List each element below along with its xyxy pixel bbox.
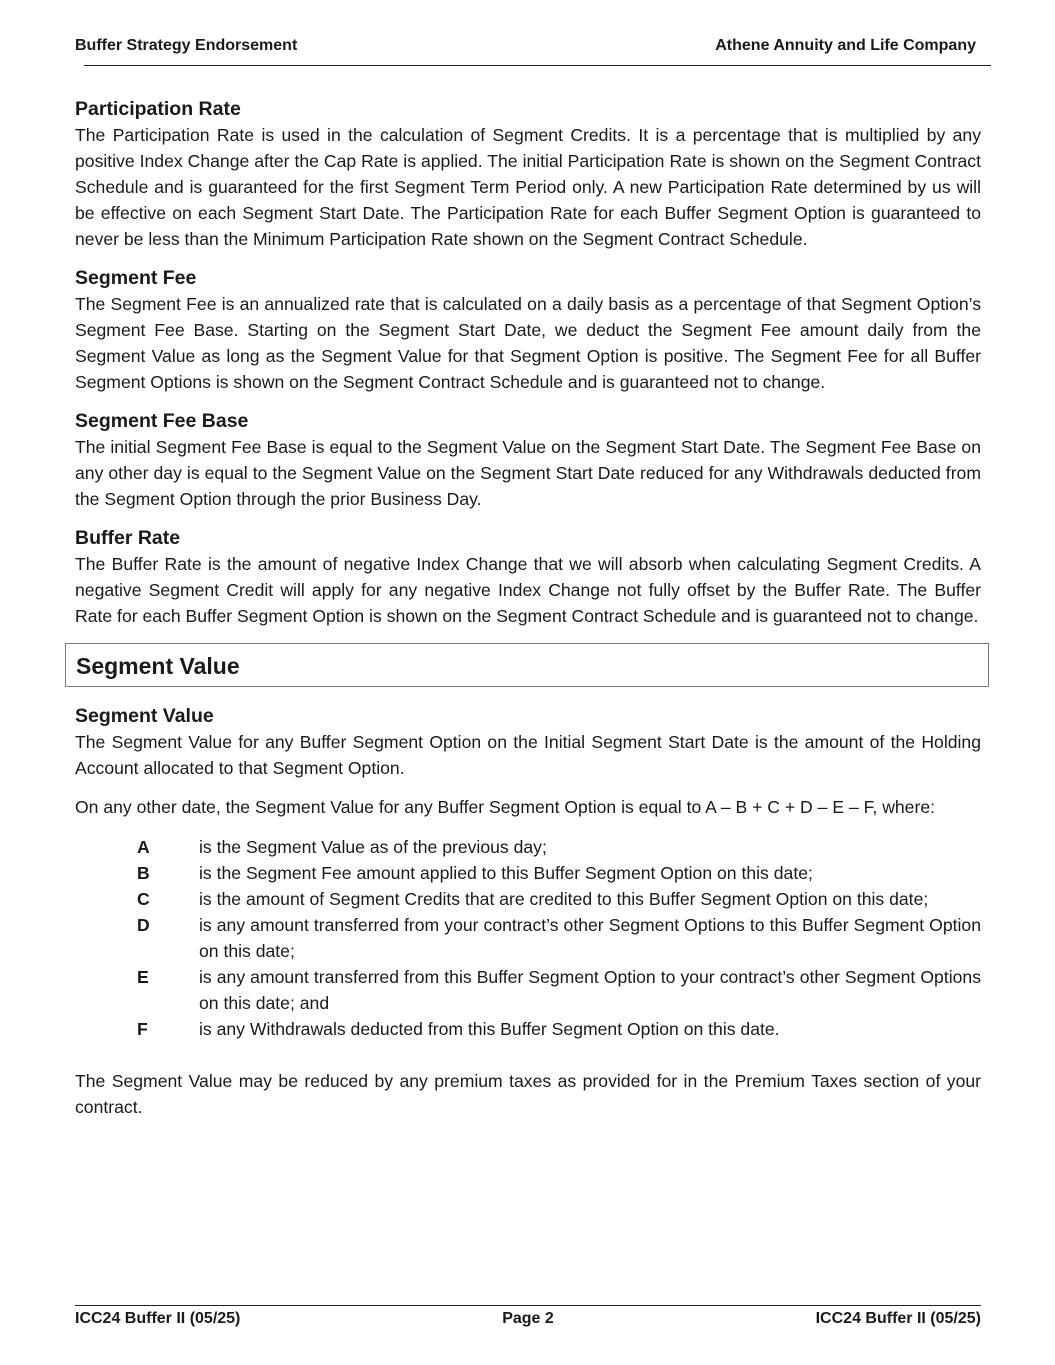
footer-form-number-right: ICC24 Buffer II (05/25) [815,1310,981,1327]
page-header [75,36,976,56]
header-document-title: Buffer Strategy Endorsement [75,37,298,54]
header-divider [84,65,991,66]
segment-fee-heading: Segment Fee [75,267,197,289]
segment-value-intro: The Segment Value for any Buffer Segment Option on the Initial Segment Start Date is the amount of the Holding Account allocated to that Segment Option. [75,732,981,778]
definition-text: is any Withdrawals deducted from this Buffer Segment Option on this date. [199,1019,780,1039]
segment-fee-base-heading: Segment Fee Base [75,410,249,432]
header-company-name: Athene Annuity and Life Company [715,37,976,54]
segment-value-box-title: Segment Value [65,643,989,687]
definition-text: is the amount of Segment Credits that are credited to this Buffer Segment Option on this date; [199,889,929,909]
definition-term: C [137,889,150,909]
definition-item [75,834,981,860]
definition-text: is any amount transferred from this Buffer Segment Option to your contract’s other Segment Options on this date; and [199,967,981,1013]
segment-value-formula: On any other date, the Segment Value for any Buffer Segment Option is equal to A – B + C + D – E – F, where: [75,797,935,817]
definition-text: is the Segment Value as of the previous day; [199,837,547,857]
participation-rate-text: The Participation Rate is used in the calculation of Segment Credits. It is a percentage that is multiplied by any positive Index Change after the Cap Rate is applied. The initial Participation Rate is shown on the Segment Contract Schedule and is guaranteed for the first Segment Term Period only. A new Participation Rate determined by us will be effective on each Segment Start Date. The Participation Rate for each Buffer Segment Option is guaranteed to never be less than the Minimum Participation Rate shown on the Segment Contract Schedule. [75,125,981,249]
definition-item [75,1016,981,1042]
footer-divider [75,1305,981,1306]
definition-term: A [137,837,150,857]
definition-item [75,886,981,912]
segment-fee-section [75,265,981,395]
definition-term: E [137,967,149,987]
participation-rate-heading: Participation Rate [75,98,241,120]
buffer-rate-text: The Buffer Rate is the amount of negative Index Change that we will absorb when calculating Segment Credits. A negative Segment Credit will apply for any negative Index Change not fully offset by the Buffer Rate. The Buffer Rate for each Buffer Segment Option is shown on the Segment Contract Schedule and is guaranteed not to change. [75,554,981,626]
segment-fee-text: The Segment Fee is an annualized rate that is calculated on a daily basis as a percentage of that Segment Option’s Segment Fee Base. Starting on the Segment Start Date, we deduct the Segment Fee amount daily from the Segment Value as long as the Segment Value for that Segment Option is positive. The Segment Fee for all Buffer Segment Options is shown on the Segment Contract Schedule and is guaranteed not to change. [75,294,981,392]
participation-rate-section [75,96,981,252]
segment-value-heading: Segment Value [75,705,214,727]
definition-term: F [137,1019,148,1039]
footer-page-number: Page 2 [502,1310,554,1327]
segment-value-section [75,703,981,1120]
segment-fee-base-text: The initial Segment Fee Base is equal to the Segment Value on the Segment Start Date. The Segment Fee Base on any other day is equal to the Segment Value on the Segment Start Date reduced for any Withdrawals deducted from the Segment Option through the prior Business Day. [75,437,981,509]
definition-item [75,860,981,886]
definition-item [75,964,981,1016]
definition-item [75,912,981,964]
buffer-rate-section [75,525,981,629]
definition-term: D [137,915,150,935]
document-body [75,96,981,1120]
segment-value-closing: The Segment Value may be reduced by any premium taxes as provided for in the Premium Taxes section of your contract. [75,1071,981,1117]
definition-text: is the Segment Fee amount applied to this Buffer Segment Option on this date; [199,863,813,883]
segment-fee-base-section [75,408,981,512]
formula-definitions-list [75,834,981,1042]
buffer-rate-heading: Buffer Rate [75,527,181,549]
definition-term: B [137,863,150,883]
definition-text: is any amount transferred from your contract’s other Segment Options to this Buffer Segment Option on this date; [199,915,981,961]
footer-form-number-left: ICC24 Buffer II (05/25) [75,1310,241,1327]
page-footer [75,1309,981,1329]
